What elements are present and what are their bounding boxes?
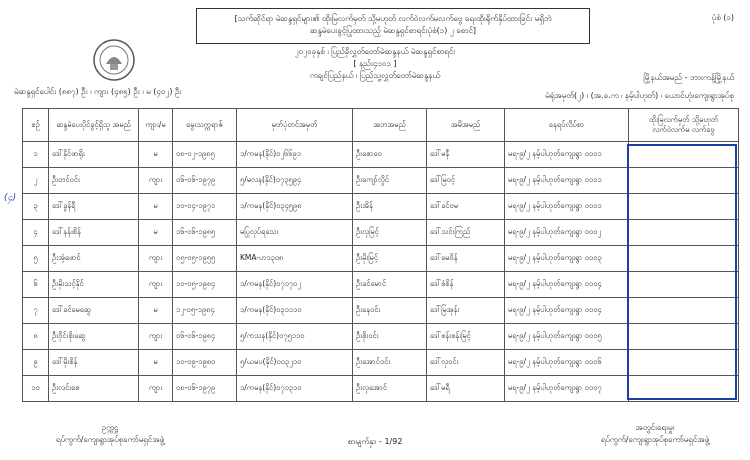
table-cell <box>629 272 739 298</box>
table-cell <box>629 220 739 246</box>
table-cell: မ <box>139 298 173 324</box>
table-cell: ၂ <box>23 168 49 194</box>
page-number: စာမျက်နှာ - 1/92 <box>347 437 403 446</box>
secretary-committee: ရပ်ကွက်/ကျေးရွာအုပ်စုကော်မရှင်အဖွဲ့ <box>600 435 710 444</box>
table-row <box>23 324 739 350</box>
title-line-2: ဆန္ဒမဲပေးခွင့်ပြုထားသည့် မဲဆန္ဒရှင်စာရင်းပုံစံ(၁) ၂ စောင်] <box>309 26 477 35</box>
table-cell <box>629 376 739 402</box>
table-cell: မ <box>139 220 173 246</box>
table-cell: ကျား <box>139 272 173 298</box>
table-row <box>23 168 739 194</box>
table-cell: မရ-၉/၂ နမ့်ပါဟုတ်ကျေးရွာ ၀၀၀၇ <box>505 376 629 402</box>
table-cell: ဦးတင်ဝင်း <box>49 168 139 194</box>
chairman-label: ဥက္ကဋ္ဌ <box>101 423 119 432</box>
table-cell: ဒေါ်နန်းစိန် <box>49 220 139 246</box>
table-cell: မရ-၉/၂ နမ့်ပါဟုတ်ကျေးရွာ ၀၀၀၆ <box>505 350 629 376</box>
table-cell: ဒေါ်စန်းစန်းမြင့် <box>427 324 505 350</box>
table-header-row <box>23 109 739 142</box>
table-cell: မရ-၉/၂ နမ့်ပါဟုတ်ကျေးရွာ ၀၀၀၁ <box>505 168 629 194</box>
document-title <box>196 8 590 44</box>
column-header: မှတ်ပုံတင်အမှတ် <box>237 109 353 142</box>
table-cell: မ <box>139 194 173 220</box>
table-cell: ၁/ကမန(နိုင်)၀၂၆၆၉၁ <box>237 142 353 168</box>
secretary-label: အတွင်းရေးမှူး <box>635 423 675 432</box>
form-number: ပုံစံ (၁) <box>711 13 734 22</box>
table-row <box>23 298 739 324</box>
table-cell: ၁၆-၀၆-၁၉၈၅ <box>173 220 237 246</box>
table-cell: ၀၅-၀၅-၁၉၅၅ <box>173 246 237 272</box>
table-cell: ၁/ကမန(နိုင်)၀၇၁၃၁၀ <box>237 376 353 402</box>
polling-station-info: မဲရုံအမှတ်(၂) ၊ (အ.ခ.က ၊ နမ့်ပါဟုတ်) ၊ ယောင်ဟုံးကျေးရွာအုပ်စု <box>545 91 734 100</box>
table-cell: မ <box>139 142 173 168</box>
table-cell: ဦးခင်မောင် <box>353 272 427 298</box>
table-cell: မရ-၉/၂ နမ့်ပါဟုတ်ကျေးရွာ ၀၀၀၁ <box>505 142 629 168</box>
table-cell: ဦးမိုးသင့်နိုင် <box>49 272 139 298</box>
footer-left <box>40 422 180 446</box>
table-cell: ၀၈-၀၆-၁၉၇၉ <box>173 376 237 402</box>
column-header: မွေးသက္ကရာဇ် <box>173 109 237 142</box>
table-cell: ဒေါ်ခင်မေဆွေ <box>49 298 139 324</box>
column-header: အမိအမည် <box>427 109 505 142</box>
table-cell <box>629 246 739 272</box>
table-cell: ၈ <box>23 324 49 350</box>
table-cell: ဒေါ်မြဝင့် <box>427 168 505 194</box>
table-cell: ၁ <box>23 142 49 168</box>
table-cell: ဦးအောင်ဝင်း <box>353 350 427 376</box>
table-cell <box>629 142 739 168</box>
voter-table <box>22 108 739 402</box>
table-cell: ဒေါ်သင်းကြည် <box>427 220 505 246</box>
table-row <box>23 220 739 246</box>
table-cell: ၅/ယမပ(နိုင်)၀၀၃၂၁၀ <box>237 350 353 376</box>
table-cell <box>629 324 739 350</box>
table-cell: ၉ <box>23 350 49 376</box>
table-cell: ဦးမိုးမြင့် <box>353 246 427 272</box>
table-cell: ၁၀-၀၉-၁၉၈၀ <box>173 350 237 376</box>
table-cell: ဒေါ်စံစိန် <box>427 272 505 298</box>
table-cell: ၁၀ <box>23 376 49 402</box>
table-row <box>23 376 739 402</box>
footer-right <box>570 422 740 446</box>
rule-reference: [ နည်း၄၁ဝ၁ ] <box>353 59 397 68</box>
table-cell: ကျား <box>139 168 173 194</box>
table-cell: မရ-၉/၂ နမ့်ပါဟုတ်ကျေးရွာ ၀၀၀၂ <box>505 220 629 246</box>
table-cell: ဒေါ်မေဗိန် <box>427 246 505 272</box>
handwritten-margin-note: (၄) <box>4 193 17 203</box>
table-cell: ဒေါ်လှဝင်း <box>427 350 505 376</box>
voter-list-heading: ၂၀၂၀ခုနှစ် ၊ ပြည်ခိုလွှတ်တော်မဲဆန္ဒနယ် မဲဆန္ဒရှင်စာရင်း <box>294 47 456 56</box>
table-cell <box>629 298 739 324</box>
table-row <box>23 246 739 272</box>
table-cell: ကျား <box>139 324 173 350</box>
column-header: ဆန္ဒမဲပေးပိုင်ခွင့်ရှိသူ အမည် <box>49 109 139 142</box>
table-cell: မရ-၉/၂ နမ့်ပါဟုတ်ကျေးရွာ ၀၀၀၁ <box>505 194 629 220</box>
table-cell: ဒေါ်ခွန်ရီ <box>49 194 139 220</box>
constituency-name: ကချင်ပြည်နယ် ၊ ပြည်သူ့လွှတ်တော်မဲဆန္ဒနယ် <box>309 71 441 80</box>
table-cell: ၀၈-၀၂-၁၉၈၅ <box>173 142 237 168</box>
table-cell: ဦးနေဝင်း <box>353 298 427 324</box>
table-cell: ကျား <box>139 376 173 402</box>
table-cell: ဦးကျော်လှိုင် <box>353 168 427 194</box>
table-cell: ဦးအံ့ဖောင် <box>49 246 139 272</box>
table-row <box>23 194 739 220</box>
table-cell: မရ-၉/၂ နမ့်ပါဟုတ်ကျေးရွာ ၀၀၀၃ <box>505 246 629 272</box>
table-cell: ကျား <box>139 246 173 272</box>
chairman-committee: ရပ်ကွက်/ကျေးရွာအုပ်စုကော်မရှင်အဖွဲ့ <box>55 435 165 444</box>
table-cell: ၆ <box>23 272 49 298</box>
table-cell: ၀၆-၀၆-၁၉၇၉ <box>173 168 237 194</box>
table-cell: ဦးစောဝေ <box>353 142 427 168</box>
column-header: ထိုးမြလက်မှတ် သို့မဟုတ် လက်ဝဲလက်မ လက်ဗွေ <box>629 109 739 142</box>
table-cell: ဒေါ်နိုင်ဖာရိုး <box>49 142 139 168</box>
table-cell: ဦးလှမြင့် <box>353 220 427 246</box>
table-cell: ဦးလင်းစေ <box>49 376 139 402</box>
table-cell: ၁၂-၀၅-၁၉၈၄ <box>173 298 237 324</box>
table-cell: ၁၀-၀၅-၁၉၈၄ <box>173 272 237 298</box>
table-cell: ၀၆-၀၆-၁၉၈၄ <box>173 324 237 350</box>
table-cell <box>629 168 739 194</box>
table-cell: မပြုလုပ်ရသေး <box>237 220 353 246</box>
column-header: ကျား/မ <box>139 109 173 142</box>
table-cell: မရ-၉/၂ နမ့်ပါဟုတ်ကျေးရွာ ၀၀၀၅ <box>505 324 629 350</box>
column-header: နေရပ်လိပ်စာ <box>505 109 629 142</box>
column-header: စဉ် <box>23 109 49 142</box>
table-cell: ၁၀-၀၄-၁၉၇၁ <box>173 194 237 220</box>
table-cell: ဒေါ်မရီ <box>427 376 505 402</box>
table-cell: ဦးအိန် <box>353 194 427 220</box>
table-cell: ၅/မလန(နိုင်)၀၇၃၅၉၄ <box>237 168 353 194</box>
table-row <box>23 350 739 376</box>
table-cell: ဒေါ်ခင်ဗမ <box>427 194 505 220</box>
title-line-1: [သက်ဆိုင်ရာ မဲဆန္ဒရှင်များ၏ ထိုးမြလက်မှတ် သို့မဟုတ် လက်ဝဲလက်မလက်ဗွေ ရေးထိုးရိုက်နှိပ်ထားခြင်း မရှိဘဲ <box>234 14 552 23</box>
table-cell: ၁/ကမန(နိုင်)၀၃၁၁၁၀ <box>237 298 353 324</box>
table-cell: မရ-၉/၂ နမ့်ပါဟုတ်ကျေးရွာ ၀၀၀၄ <box>505 272 629 298</box>
table-cell: ၇ <box>23 298 49 324</box>
column-header: အဘအမည် <box>353 109 427 142</box>
voter-count: မဲဆန္ဒရှင်ပေါင်း (၈၈၇) ဦး ၊ ကျား (၄၈၅) ဦး ၊ မ (၄၀၂) ဦး <box>14 87 182 96</box>
table-row <box>23 272 739 298</box>
table-row <box>23 142 739 168</box>
table-cell: ၁/ကမန(နိုင်)၀၇၁၇၀၂ <box>237 272 353 298</box>
township-name: မြို့နယ်အမည် - ဘားကန့်မြို့နယ် <box>643 73 734 82</box>
table-cell: ၄ <box>23 220 49 246</box>
table-cell: ဒေါ်မနီ <box>427 142 505 168</box>
table-cell: ဒေါ်မိုးစိန် <box>49 350 139 376</box>
table-cell: KMA-ဟ၁၃၀၈ <box>237 246 353 272</box>
table-cell <box>629 194 739 220</box>
table-cell: ၃ <box>23 194 49 220</box>
table-cell: ၅ <box>23 246 49 272</box>
table-cell: မရ-၉/၂ နမ့်ပါဟုတ်ကျေးရွာ ၀၀၀၄ <box>505 298 629 324</box>
table-cell: ဦးလှအောင် <box>353 376 427 402</box>
table-cell: ဦးစိုးဝင်း <box>353 324 427 350</box>
table-cell: ဦးဝိုင်းစိုးဆွေ <box>49 324 139 350</box>
table-cell: ၅/ကသန(နိုင်)၀၇၅၁၁၀ <box>237 324 353 350</box>
table-cell: ၁/ကမန(နိုင်)၀၃၄၅၉၈ <box>237 194 353 220</box>
table-cell <box>629 350 739 376</box>
table-cell: ဒေါ်မြအုန်း <box>427 298 505 324</box>
table-cell: မ <box>139 350 173 376</box>
